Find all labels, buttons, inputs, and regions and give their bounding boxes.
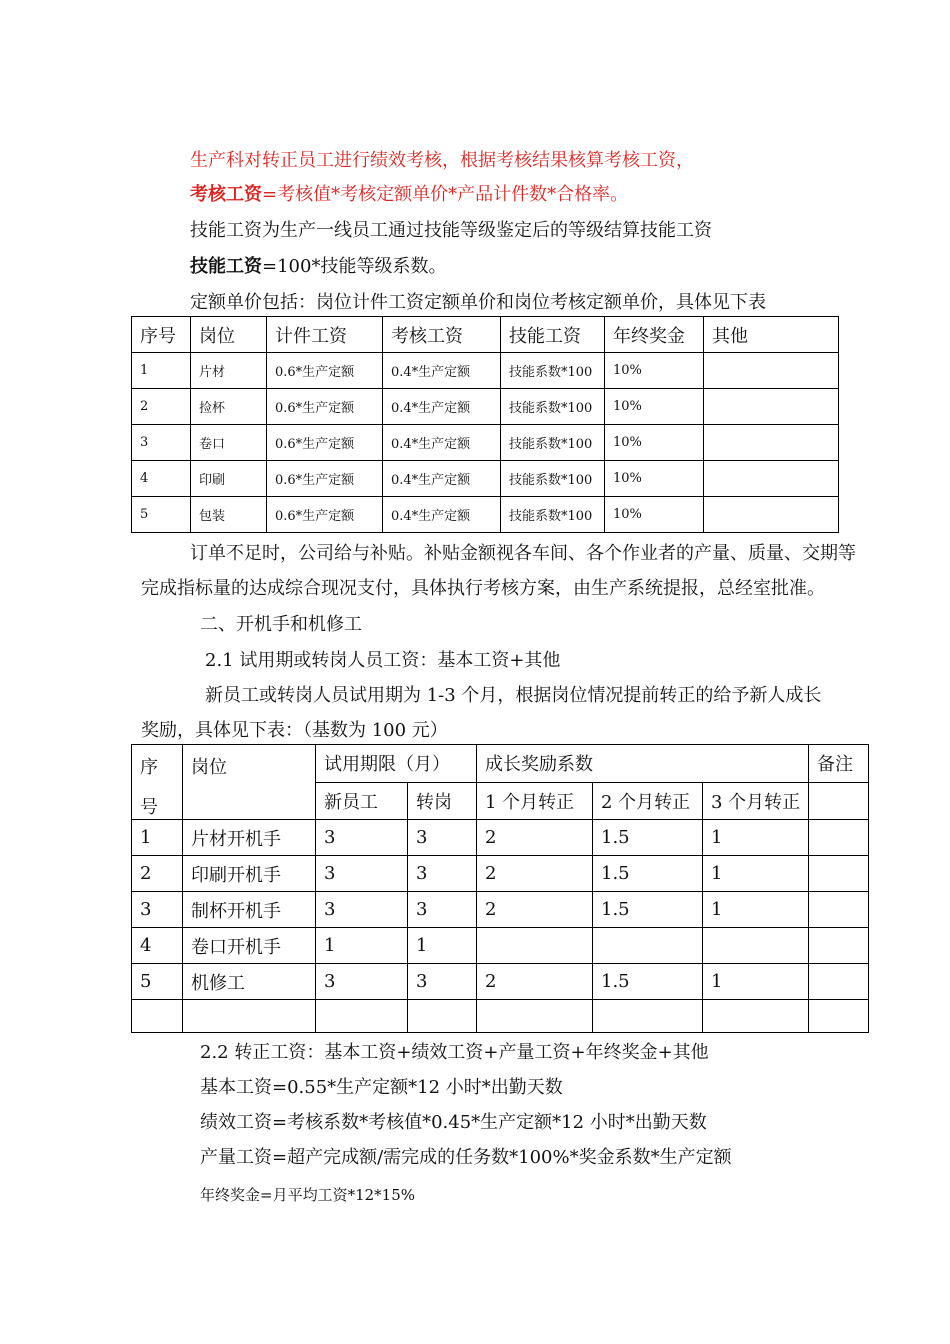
- subheader-cell: 2 个月转正: [593, 782, 703, 820]
- table-cell: 3: [316, 820, 408, 856]
- basic-salary-formula: 基本工资=0.55*生产定额*12 小时*出勤天数: [200, 1077, 563, 1098]
- table-cell: 1.5: [593, 820, 703, 856]
- intro-line-2-rest: =考核值*考核定额单价*产品计件数*合格率。: [262, 184, 629, 205]
- growth-reward-table: [131, 744, 869, 1033]
- intro-line-4-rest: =100*技能等级系数。: [262, 256, 447, 277]
- table-cell: 2: [477, 964, 593, 1000]
- table-cell: 1: [316, 928, 408, 964]
- subheader-cell: 3 个月转正: [703, 782, 809, 820]
- year-end-bonus-formula: 年终奖金=月平均工资*12*15%: [200, 1186, 415, 1204]
- table-row: [132, 820, 869, 856]
- table-cell: 技能系数*100: [501, 389, 605, 425]
- header-cell-remark: 备注: [809, 745, 869, 783]
- subheader-cell: [809, 782, 869, 820]
- table-cell: 包装: [191, 497, 267, 533]
- table-cell: 0.4*生产定额: [383, 389, 501, 425]
- table-cell: [809, 1000, 869, 1033]
- table-cell: [316, 1000, 408, 1033]
- table-cell: 机修工: [183, 964, 316, 1000]
- table-row: [132, 461, 839, 497]
- table-cell: 1: [132, 353, 191, 389]
- intro-line-4-bold: 技能工资: [190, 256, 262, 277]
- table-cell: 制杯开机手: [183, 892, 316, 928]
- table-cell: [408, 1000, 477, 1033]
- header-cell-growth: 成长奖励系数: [477, 745, 809, 783]
- header-cell: 岗位: [191, 317, 267, 353]
- subsidy-line-1: 订单不足时，公司给与补贴。补贴金额视各车间、各个作业者的产量、质量、交期等: [190, 543, 856, 564]
- table-cell: [183, 1000, 316, 1033]
- unit-price-table: [131, 316, 839, 533]
- output-salary-formula: 产量工资=超产完成额/需完成的任务数*100%*奖金系数*生产定额: [200, 1147, 732, 1168]
- table-cell: 0.6*生产定额: [267, 425, 383, 461]
- table-cell: 3: [132, 425, 191, 461]
- intro-line-5: 定额单价包括：岗位计件工资定额单价和岗位考核定额单价，具体见下表: [190, 292, 766, 313]
- table-cell: 10%: [605, 461, 704, 497]
- table-cell: 0.6*生产定额: [267, 497, 383, 533]
- header-cell: 年终奖金: [605, 317, 704, 353]
- table-cell: 3: [408, 964, 477, 1000]
- table-cell: [704, 389, 839, 425]
- table-cell: [477, 1000, 593, 1033]
- table-cell: 1.5: [593, 892, 703, 928]
- table-cell: [704, 353, 839, 389]
- table-cell: 2: [477, 856, 593, 892]
- table-cell: [809, 964, 869, 1000]
- table-row: [132, 892, 869, 928]
- table-cell: 10%: [605, 389, 704, 425]
- table-cell: [704, 425, 839, 461]
- table-cell: 3: [408, 892, 477, 928]
- table-cell: 2: [477, 820, 593, 856]
- table-cell: 5: [132, 964, 183, 1000]
- table-cell: 卷口开机手: [183, 928, 316, 964]
- table-cell: 1: [132, 820, 183, 856]
- table-cell: 0.4*生产定额: [383, 353, 501, 389]
- section-2-2-title: 2.2 转正工资：基本工资+绩效工资+产量工资+年终奖金+其他: [200, 1042, 709, 1063]
- intro-line-2-bold: 考核工资: [190, 184, 262, 205]
- table-cell: [132, 1000, 183, 1033]
- header-no-line-2: 号: [140, 797, 158, 818]
- table-cell: 1.5: [593, 856, 703, 892]
- table-row: [132, 353, 839, 389]
- table-cell: 1.5: [593, 964, 703, 1000]
- table-cell: 1: [703, 856, 809, 892]
- intro-line-1: 生产科对转正员工进行绩效考核，根据考核结果核算考核工资，: [190, 150, 694, 171]
- header-cell: 其他: [704, 317, 839, 353]
- header-cell: 考核工资: [383, 317, 501, 353]
- table-cell: 技能系数*100: [501, 353, 605, 389]
- table-cell: 2: [477, 892, 593, 928]
- table-cell: 印刷: [191, 461, 267, 497]
- unit-price-table-header: [132, 317, 839, 353]
- table-cell: 10%: [605, 353, 704, 389]
- growth-table-header-row-1: [132, 745, 869, 783]
- table-cell: 0.6*生产定额: [267, 389, 383, 425]
- header-cell-post: 岗位: [183, 745, 316, 820]
- table-cell: [809, 820, 869, 856]
- table-cell: 0.4*生产定额: [383, 497, 501, 533]
- section-2-1-desc-1: 新员工或转岗人员试用期为 1-3 个月，根据岗位情况提前转正的给予新人成长: [205, 685, 822, 706]
- table-cell: 0.4*生产定额: [383, 425, 501, 461]
- table-cell: [704, 497, 839, 533]
- table-cell: 3: [316, 856, 408, 892]
- table-cell: [704, 461, 839, 497]
- section-2-title: 二、开机手和机修工: [200, 614, 362, 635]
- table-cell: [593, 928, 703, 964]
- subsidy-line-2: 完成指标量的达成综合现况支付，具体执行考核方案，由生产系统提报，总经室批准。: [141, 578, 825, 599]
- table-cell: 0.4*生产定额: [383, 461, 501, 497]
- table-cell: 10%: [605, 497, 704, 533]
- table-cell: 技能系数*100: [501, 425, 605, 461]
- table-row: [132, 964, 869, 1000]
- table-cell: 1: [703, 892, 809, 928]
- table-row: [132, 389, 839, 425]
- table-cell: 3: [132, 892, 183, 928]
- table-cell: 1: [703, 964, 809, 1000]
- table-row: [132, 856, 869, 892]
- table-cell: 1: [408, 928, 477, 964]
- table-cell: 5: [132, 497, 191, 533]
- table-cell: 技能系数*100: [501, 461, 605, 497]
- header-no-line-1: 序: [140, 757, 158, 778]
- header-cell: 技能工资: [501, 317, 605, 353]
- header-cell-no: [132, 745, 183, 820]
- table-cell: 2: [132, 389, 191, 425]
- table-cell: 捡杯: [191, 389, 267, 425]
- table-row: [132, 425, 839, 461]
- table-cell: 印刷开机手: [183, 856, 316, 892]
- table-row: [132, 1000, 869, 1033]
- table-cell: 3: [316, 892, 408, 928]
- table-cell: 片材: [191, 353, 267, 389]
- table-cell: 10%: [605, 425, 704, 461]
- subheader-cell: 1 个月转正: [477, 782, 593, 820]
- table-cell: 技能系数*100: [501, 497, 605, 533]
- table-cell: 卷口: [191, 425, 267, 461]
- table-cell: 4: [132, 461, 191, 497]
- table-row: [132, 928, 869, 964]
- table-cell: [809, 928, 869, 964]
- table-row: [132, 497, 839, 533]
- table-cell: 0.6*生产定额: [267, 461, 383, 497]
- table-cell: 0.6*生产定额: [267, 353, 383, 389]
- section-2-1-desc-2: 奖励，具体见下表：（基数为 100 元）: [141, 720, 448, 741]
- table-cell: [703, 928, 809, 964]
- table-cell: 4: [132, 928, 183, 964]
- intro-line-4: [190, 256, 446, 278]
- table-cell: 片材开机手: [183, 820, 316, 856]
- table-cell: 1: [703, 820, 809, 856]
- table-cell: [809, 856, 869, 892]
- header-cell-trial: 试用期限（月）: [316, 745, 477, 783]
- table-cell: 3: [408, 856, 477, 892]
- performance-salary-formula: 绩效工资=考核系数*考核值*0.45*生产定额*12 小时*出勤天数: [200, 1112, 707, 1133]
- intro-line-3: 技能工资为生产一线员工通过技能等级鉴定后的等级结算技能工资: [190, 220, 712, 241]
- table-cell: [703, 1000, 809, 1033]
- table-cell: 3: [316, 964, 408, 1000]
- header-cell: 序号: [132, 317, 191, 353]
- table-cell: [593, 1000, 703, 1033]
- table-cell: 2: [132, 856, 183, 892]
- table-cell: [809, 892, 869, 928]
- header-cell: 计件工资: [267, 317, 383, 353]
- subheader-cell: 新员工: [316, 782, 408, 820]
- table-cell: 3: [408, 820, 477, 856]
- subheader-cell: 转岗: [408, 782, 477, 820]
- section-2-1-title: 2.1 试用期或转岗人员工资：基本工资+其他: [205, 650, 561, 671]
- intro-line-2: [190, 184, 628, 206]
- table-cell: [477, 928, 593, 964]
